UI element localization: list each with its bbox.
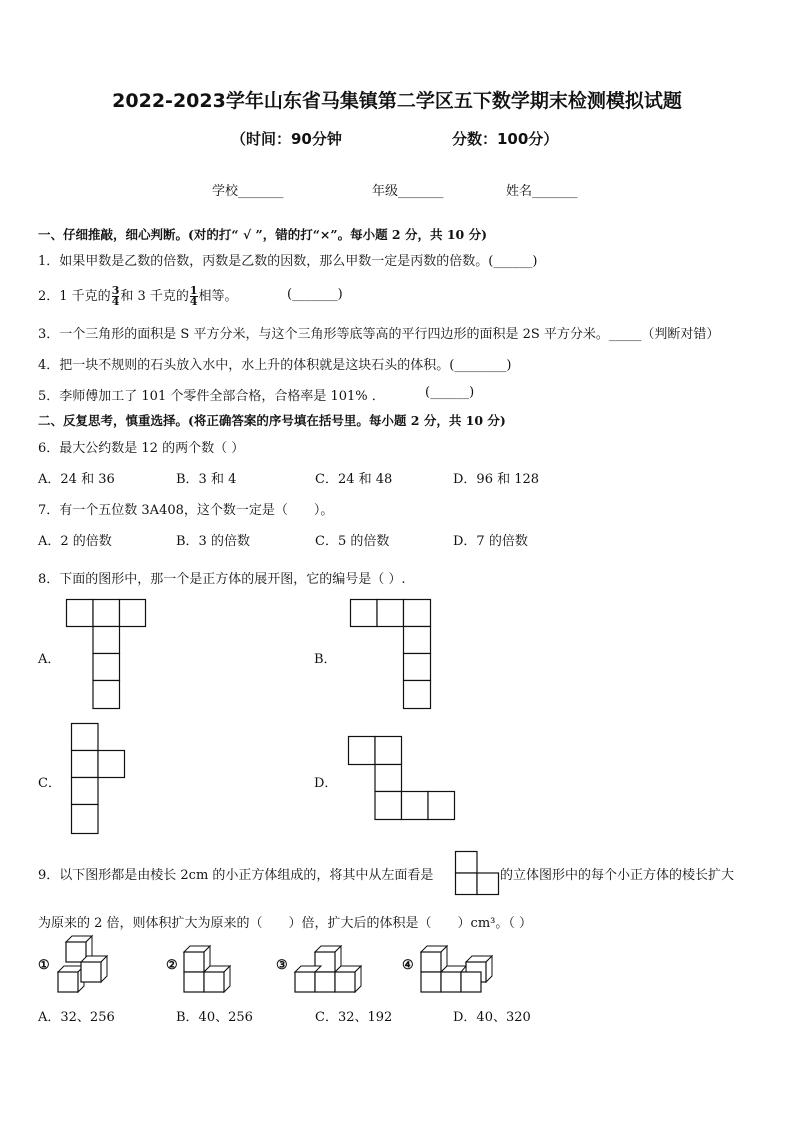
school-field: 学校_______ xyxy=(212,184,284,199)
cube-net-c xyxy=(71,723,126,836)
cube-solid-4 xyxy=(420,940,500,996)
fraction-numerator: 1 xyxy=(189,284,198,297)
q8-label-c: C． xyxy=(38,776,61,791)
q2-text-post: 相等。 xyxy=(198,289,238,304)
question-4: 4．把一块不规则的石头放入水中，水上升的体积就是这块石头的体积。(________) xyxy=(38,358,512,373)
question-2-blank: (_______) xyxy=(287,287,343,302)
q7-option-d: D．7 的倍数 xyxy=(453,534,528,549)
question-5-blank: (______) xyxy=(425,385,475,400)
q7-option-a: A．2 的倍数 xyxy=(38,534,112,549)
cube-net-d xyxy=(348,736,456,821)
q7-option-b: B．3 的倍数 xyxy=(176,534,250,549)
q8-label-b: B． xyxy=(314,652,337,667)
question-2 xyxy=(38,285,238,307)
left-view-icon xyxy=(455,851,500,896)
q9-option-d: D．40、320 xyxy=(453,1010,531,1025)
section-1-heading: 一、仔细推敲，细心判断。(对的打“ √ ”，错的打“×”。每小题 2 分，共 10 分) xyxy=(38,227,487,242)
grade-field: 年级_______ xyxy=(372,184,444,199)
cube-net-b xyxy=(350,599,432,710)
q6-option-c: C．24 和 48 xyxy=(315,472,393,487)
q8-label-a: A． xyxy=(38,652,61,667)
q9-option-c: C．32、192 xyxy=(315,1010,393,1025)
fraction-denominator: 4 xyxy=(111,295,120,308)
question-3: 3．一个三角形的面积是 S 平方分米，与这个三角形等底等高的平行四边形的面积是 2S 平方分米。_____（判断对错） xyxy=(38,327,720,342)
q8-label-d: D． xyxy=(314,776,338,791)
question-5: 5．李师傅加工了 101 个零件全部合格，合格率是 101% ． xyxy=(38,389,385,404)
q6-option-a: A．24 和 36 xyxy=(38,472,115,487)
solid-3-mark: ③ xyxy=(276,958,288,973)
question-6: 6．最大公约数是 12 的两个数（ ） xyxy=(38,441,245,456)
cube-solid-2 xyxy=(182,940,238,996)
q2-text-pre: 2．1 千克的 xyxy=(38,289,111,304)
q6-option-d: D．96 和 128 xyxy=(453,472,540,487)
q7-option-c: C．5 的倍数 xyxy=(315,534,390,549)
q9-option-a: A．32、256 xyxy=(38,1010,115,1025)
q6-option-b: B．3 和 4 xyxy=(176,472,237,487)
solid-4-mark: ④ xyxy=(402,958,414,973)
cube-net-a xyxy=(66,599,146,710)
fraction-numerator: 3 xyxy=(111,284,120,297)
name-field: 姓名_______ xyxy=(506,184,578,199)
question-7: 7．有一个五位数 3A408，这个数一定是（ ）。 xyxy=(38,503,334,518)
exam-score: 分数：100分） xyxy=(452,130,559,148)
q9-option-b: B．40、256 xyxy=(176,1010,253,1025)
fraction-1-4 xyxy=(190,286,198,307)
section-2-heading: 二、反复思考，慎重选择。(将正确答案的序号填在括号里。每小题 2 分，共 10 分) xyxy=(38,413,506,428)
q2-text-mid: 和 3 千克的 xyxy=(120,289,189,304)
cube-solid-1 xyxy=(56,940,116,996)
page-title: 2022-2023学年山东省马集镇第二学区五下数学期末检测模拟试题 xyxy=(112,90,682,112)
question-1: 1．如果甲数是乙数的倍数，丙数是乙数的因数，那么甲数一定是丙数的倍数。(______) xyxy=(38,254,538,269)
question-9-line1a: 9．以下图形都是由棱长 2cm 的小正方体组成的，将其中从左面看是 xyxy=(38,868,434,883)
fraction-3-4 xyxy=(112,286,120,307)
solid-2-mark: ② xyxy=(166,958,178,973)
cube-solid-3 xyxy=(294,940,366,996)
exam-time: （时间：90分钟 xyxy=(231,130,342,148)
fraction-denominator: 4 xyxy=(189,295,198,308)
question-9-line2: 为原来的 2 倍，则体积扩大为原来的（ ）倍，扩大后的体积是（ ）cm³。（ ） xyxy=(38,916,532,931)
question-8: 8．下面的图形中，那一个是正方体的展开图，它的编号是（ ）. xyxy=(38,572,406,587)
solid-1-mark: ① xyxy=(38,958,50,973)
question-9-line1b: 的立体图形中的每个小正方体的棱长扩大 xyxy=(500,868,735,883)
